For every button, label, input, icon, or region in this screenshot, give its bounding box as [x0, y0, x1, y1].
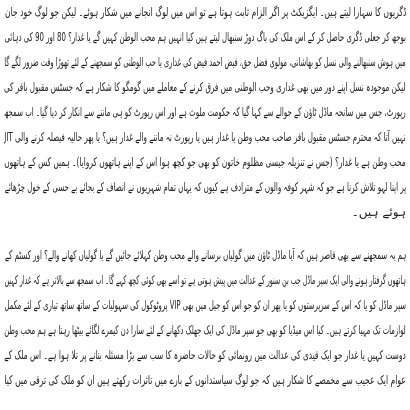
text-line-content: لوازمات تک مہیا کرتے ہیں۔ کیا اس میڈیا کو بھی جو سپر ماڈل کی ایک جھلک دکھانے کے لئے سارا دن کیمرے لگائے بیٹھا رہتا ہے ہم محب وطن [4, 323, 406, 337]
text-line [4, 100, 406, 125]
text-line [4, 293, 406, 318]
text-line [4, 50, 406, 75]
article-body [4, 0, 406, 393]
text-line-content: پر اپنا لہو تلاش کرنا ہے جو کہ شہر کوفہ والوں کے مترادف ہے کیوں کہ یہاں تمام شہریوں نے انصاف کے بجائے بے حسی کے خول چڑھائے [4, 180, 406, 194]
text-line [4, 343, 406, 368]
text-line [4, 243, 406, 268]
text-line [4, 150, 406, 175]
text-line-content: محب وطن ہے یا غدار؟ (جس نے تنزیلہ جیسی مظلوم خاتون کو بھی جو کچھ ہوا اس کے اپنے ہاتھوں کروایا)۔ ہمیں کس کے ہاتھوں [4, 155, 406, 169]
text-line [4, 200, 406, 225]
text-line-content: بوجھ کر جعلی ڈگری حاصل کر کے اس ملک کی باگ دوڑ سنبھال لیتے ہیں کیا انہیں ہم محب الوطن کہیں گے یا غدار؟ 80 اور 90 کی دہائی [4, 30, 406, 44]
text-line-content: میں ہوش سنبھالنے والی نسل کو بھاشانی، مولوی فضل حق، فیض احمد فیض کی غداری یا حب الوطنی کو سمجھنے کے لئے تھوڑا وقت ضرور لگے گا [4, 55, 406, 69]
text-line [4, 0, 406, 25]
text-line [4, 175, 406, 200]
text-line-content: ڈگریوں کا سہارا لیتے ہیں۔ ایگزیکٹ پر اگر الزام ثابت ہوتا ہے تو اس میں لوگ انجانے میں شکار ہوئے۔ لیکن جو لوگ خود جان [4, 5, 406, 19]
text-line [4, 75, 406, 100]
text-line-content: ہاتھوں گرفتار ہونے والی ایک سپر ماڈل جب بن سنور کے عدالت میں پیش ہوتی ہے تو اسے بھی کوئی کچھ کہے گا۔ اب سمجھ سے بالاتر ہے کہ غدار کہیں [4, 273, 406, 287]
text-line-content: دوست کہیں یا غدار جو ایک قیدی کی عدالت میں رونمائی کو حالات حاضرہ کا سب سے بڑا مسئلہ بنانے پر تلا ہوا ہے۔ اس ملک کے [4, 348, 406, 362]
text-line [4, 25, 406, 50]
text-line-content: نہیں آتا کہ محترم جسٹس مقبول باقر صاحب محب وطن یا غدار ہیں یا رپورٹ نہ ماننے والے غدار ہیں؟ یا پھر حالیہ فیصلہ کرنے والی JIT [4, 130, 406, 144]
text-line-content: ہم یہ سمجھنے سے بھی قاصر ہیں کہ آیا ماڈل ٹاؤن میں گولیاں برسانے والے محب وطن کہلائے جائیں گے یا گولیاں کھانے والے؟ اور کسٹم کے [4, 248, 406, 262]
text-line [4, 125, 406, 150]
text-line [4, 318, 406, 343]
paragraph [4, 243, 406, 393]
text-line-content: لیکن موجودہ نسل اپنے دور میں بھی غداری وحب الوطنی میں فرق کرنے کے معاملے میں گومگو کا شکار ہے کہ جسٹس مقبول باقر کی [4, 80, 406, 94]
text-line [4, 368, 406, 393]
text-line-content: رپورٹ، جس میں سانحہ ماڈل ٹاؤن کے حوالے سے کہا گیا کہ حکومت ملوث ہے اور اس رپورٹ کو ہی ماننے سے انکار کر دیا گیا۔ اب سمجھ [4, 105, 406, 119]
text-line-content: ہوئے ہیں۔ [351, 205, 406, 219]
text-line [4, 268, 406, 293]
text-line-content: عوام ایک عجیب سے مخمصے کا شکار ہیں کہ جو لوگ سیاستدانوں کے بارے میں تاثرات رکھتے ہیں ان کو ملک کی ترقی میں کیا [4, 373, 406, 387]
text-line-content: سپر ماڈل کو یا کہ اس کے سرپرستوں کو یا پھر ان کو جو اس کو جیل میں بھی VIP پروٹوکول کی سہولیات کے ساتھ ساتھ تیاری کے لئے مکمل [4, 298, 406, 312]
paragraph [4, 0, 406, 225]
